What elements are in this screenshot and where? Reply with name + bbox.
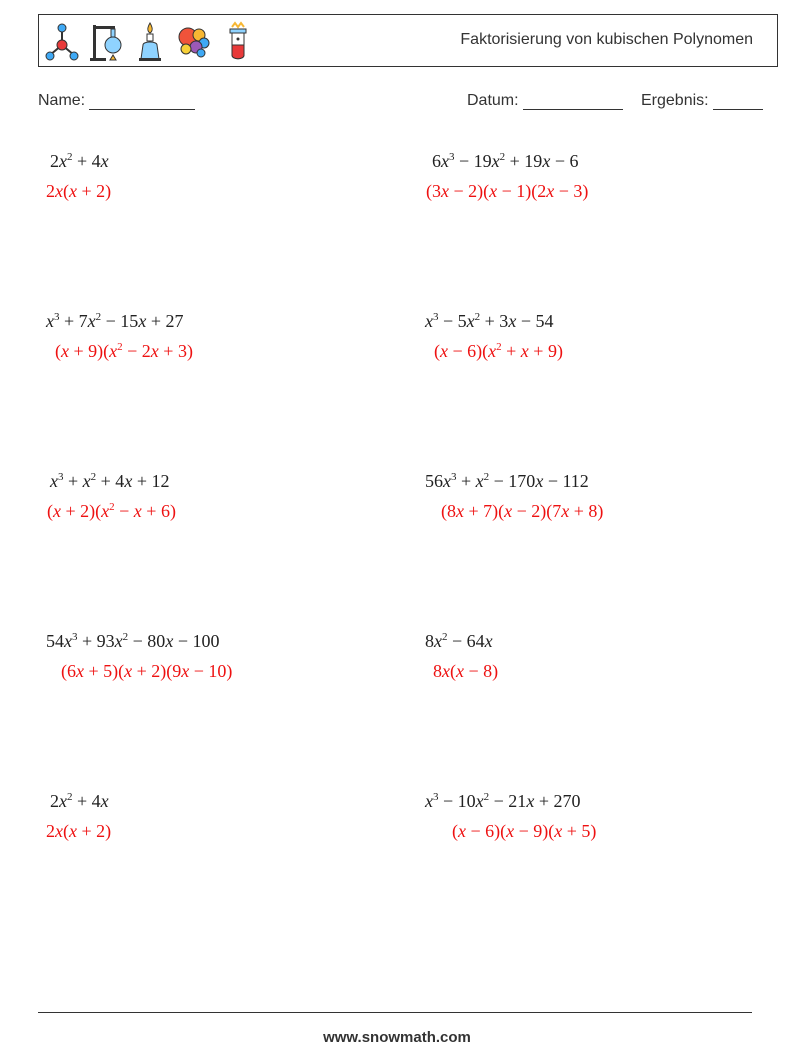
problem-6: $56x^3 + x^2 - 170x - 112$ (425, 471, 589, 491)
problem-1: $2x^2 + 4x$ (50, 151, 109, 171)
date-field[interactable] (467, 92, 623, 110)
footer-divider (38, 1012, 752, 1013)
problem-10: $x^3 - 10x^2 - 21x + 270$ (425, 791, 581, 811)
footer-url[interactable]: www.snowmath.com (323, 1029, 471, 1046)
name-label: Name: (38, 92, 86, 109)
problem-9: $2x^2 + 4x$ (50, 791, 109, 811)
answer-2: (3x − 2)(x − 1)(2x − 3) (426, 181, 589, 201)
problem-5: $x^3 + x^2 + 4x + 12$ (50, 471, 170, 491)
balloons-icon (177, 21, 211, 63)
molecule-icon (45, 21, 79, 63)
test-tube-icon (221, 21, 255, 63)
lab-stand-flask-icon (89, 21, 123, 63)
result-blank[interactable] (713, 93, 763, 110)
date-label: Datum: (467, 92, 519, 109)
name-blank[interactable] (89, 93, 195, 110)
answer-7: (6x + 5)(x + 2)(9x − 10) (61, 661, 233, 681)
answer-5: $(x + 2)(x^2 - x + 6)$ (47, 501, 176, 521)
problem-3: $x^3 + 7x^2 - 15x + 27$ (46, 311, 184, 331)
page-title: Faktorisierung von kubischen Polynomen (460, 31, 753, 48)
name-field[interactable] (38, 92, 195, 110)
icon-strip (45, 21, 255, 63)
header-box (38, 14, 778, 67)
result-label: Ergebnis: (641, 92, 709, 109)
problem-2: $6x^3 - 19x^2 + 19x - 6$ (432, 151, 579, 171)
problem-7: $54x^3 + 93x^2 - 80x - 100$ (46, 631, 220, 651)
answer-9: 2x(x + 2) (46, 821, 112, 841)
bunsen-burner-icon (133, 21, 167, 63)
answer-10: (x − 6)(x − 9)(x + 5) (452, 821, 597, 841)
answer-1: 2x(x + 2) (46, 181, 112, 201)
result-field[interactable] (641, 92, 763, 110)
answer-4: $(x - 6)(x^2 + x + 9)$ (434, 341, 563, 361)
answer-8: 8x(x − 8) (433, 661, 499, 681)
problem-4: $x^3 - 5x^2 + 3x - 54$ (425, 311, 554, 331)
date-blank[interactable] (523, 93, 623, 110)
answer-3: $(x + 9)(x^2 - 2x + 3)$ (55, 341, 193, 361)
answer-6: (8x + 7)(x − 2)(7x + 8) (441, 501, 604, 521)
problem-8: $8x^2 - 64x$ (425, 631, 493, 651)
